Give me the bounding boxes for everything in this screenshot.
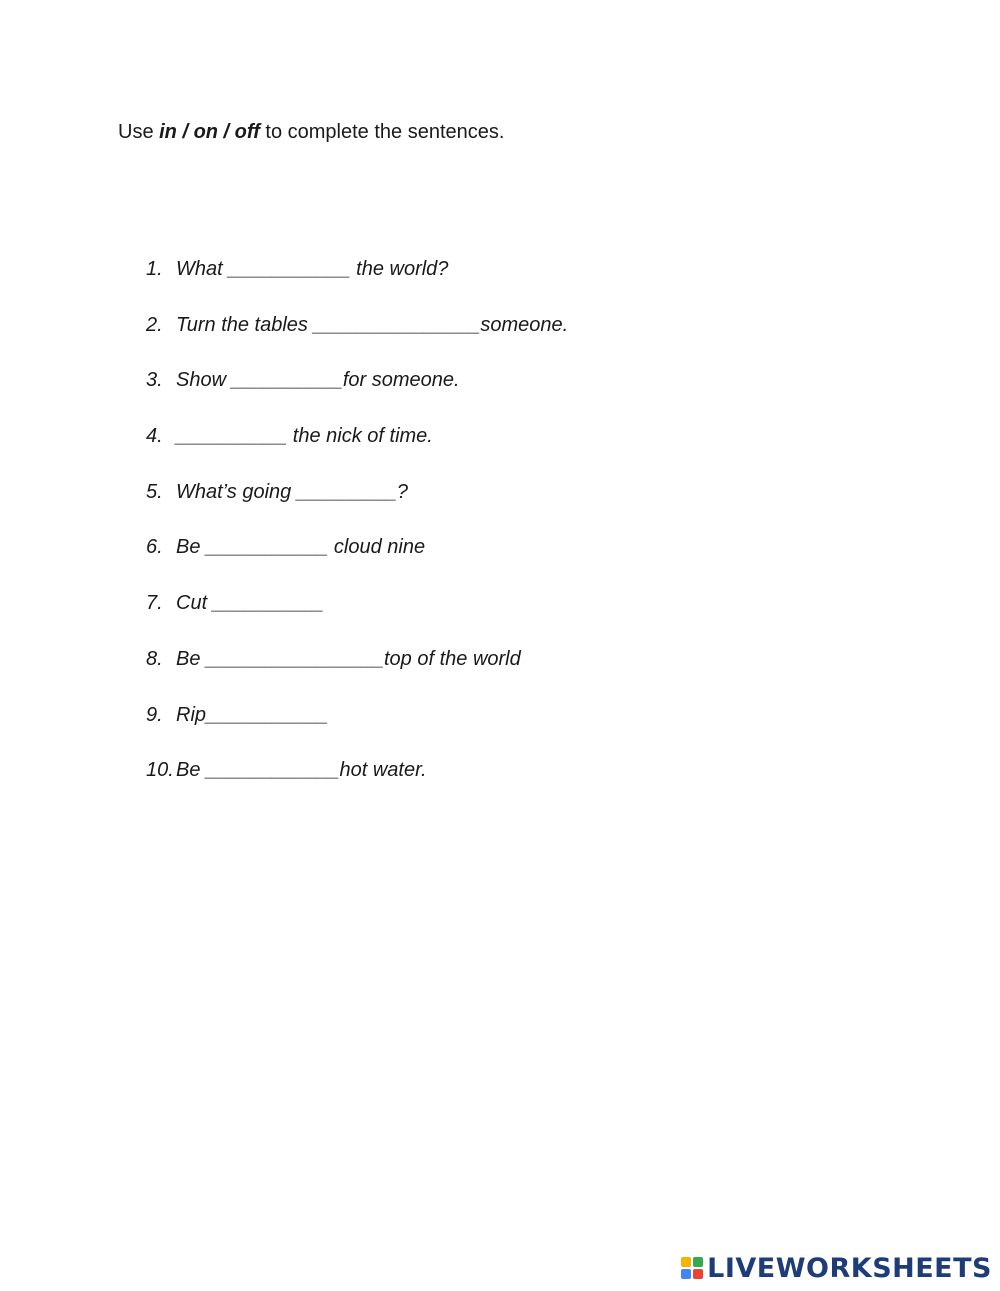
exercise-sentence: __________ the nick of time.	[176, 425, 433, 448]
exercise-item	[146, 756, 568, 812]
exercise-item	[146, 366, 568, 422]
exercise-item	[146, 645, 568, 701]
logo-square-blue	[681, 1269, 691, 1279]
exercise-item	[146, 255, 568, 311]
exercise-sentence: Be ___________ cloud nine	[176, 536, 426, 559]
exercise-number: 2.	[146, 313, 163, 336]
exercise-sentence: Cut __________	[176, 592, 324, 615]
exercise-sentence: Be ________________top of the world	[176, 647, 521, 670]
exercise-number: 4.	[146, 425, 163, 448]
exercise-number: 7.	[146, 592, 163, 615]
exercise-sentence: What ___________ the world?	[176, 258, 449, 280]
exercise-sentence: Rip___________	[176, 703, 329, 726]
exercise-number: 6.	[146, 536, 163, 559]
exercise-sentence: Show __________for someone.	[176, 369, 460, 392]
exercise-item	[146, 589, 568, 645]
exercise-sentence: What’s going _________?	[176, 480, 409, 503]
exercise-item	[146, 478, 568, 534]
exercise-number: 1.	[146, 258, 163, 280]
exercise-sentence: Be ____________hot water.	[176, 759, 427, 782]
exercise-item	[146, 701, 568, 757]
exercise-item	[146, 422, 568, 478]
exercise-sentence: Turn the tables _______________someone.	[176, 313, 569, 336]
logo-square-yellow	[681, 1257, 691, 1267]
liveworksheets-logo-icon	[681, 1257, 703, 1279]
instruction-keywords: in / on / off	[159, 121, 260, 143]
instruction-prefix: Use	[118, 121, 160, 143]
exercise-number: 9.	[146, 703, 163, 726]
exercise-item	[146, 311, 568, 367]
exercise-number: 5.	[146, 480, 163, 503]
instruction-text	[118, 118, 504, 146]
exercise-number: 10.	[146, 759, 174, 782]
logo-square-green	[693, 1257, 703, 1267]
liveworksheets-brand	[681, 1253, 992, 1283]
instruction-suffix: to complete the sentences.	[259, 121, 505, 143]
exercise-list	[146, 255, 568, 812]
logo-square-red	[693, 1269, 703, 1279]
exercise-item	[146, 533, 568, 589]
exercise-number: 8.	[146, 647, 163, 670]
brand-name: LIVEWORKSHEETS	[707, 1252, 992, 1284]
exercise-number: 3.	[146, 369, 163, 392]
